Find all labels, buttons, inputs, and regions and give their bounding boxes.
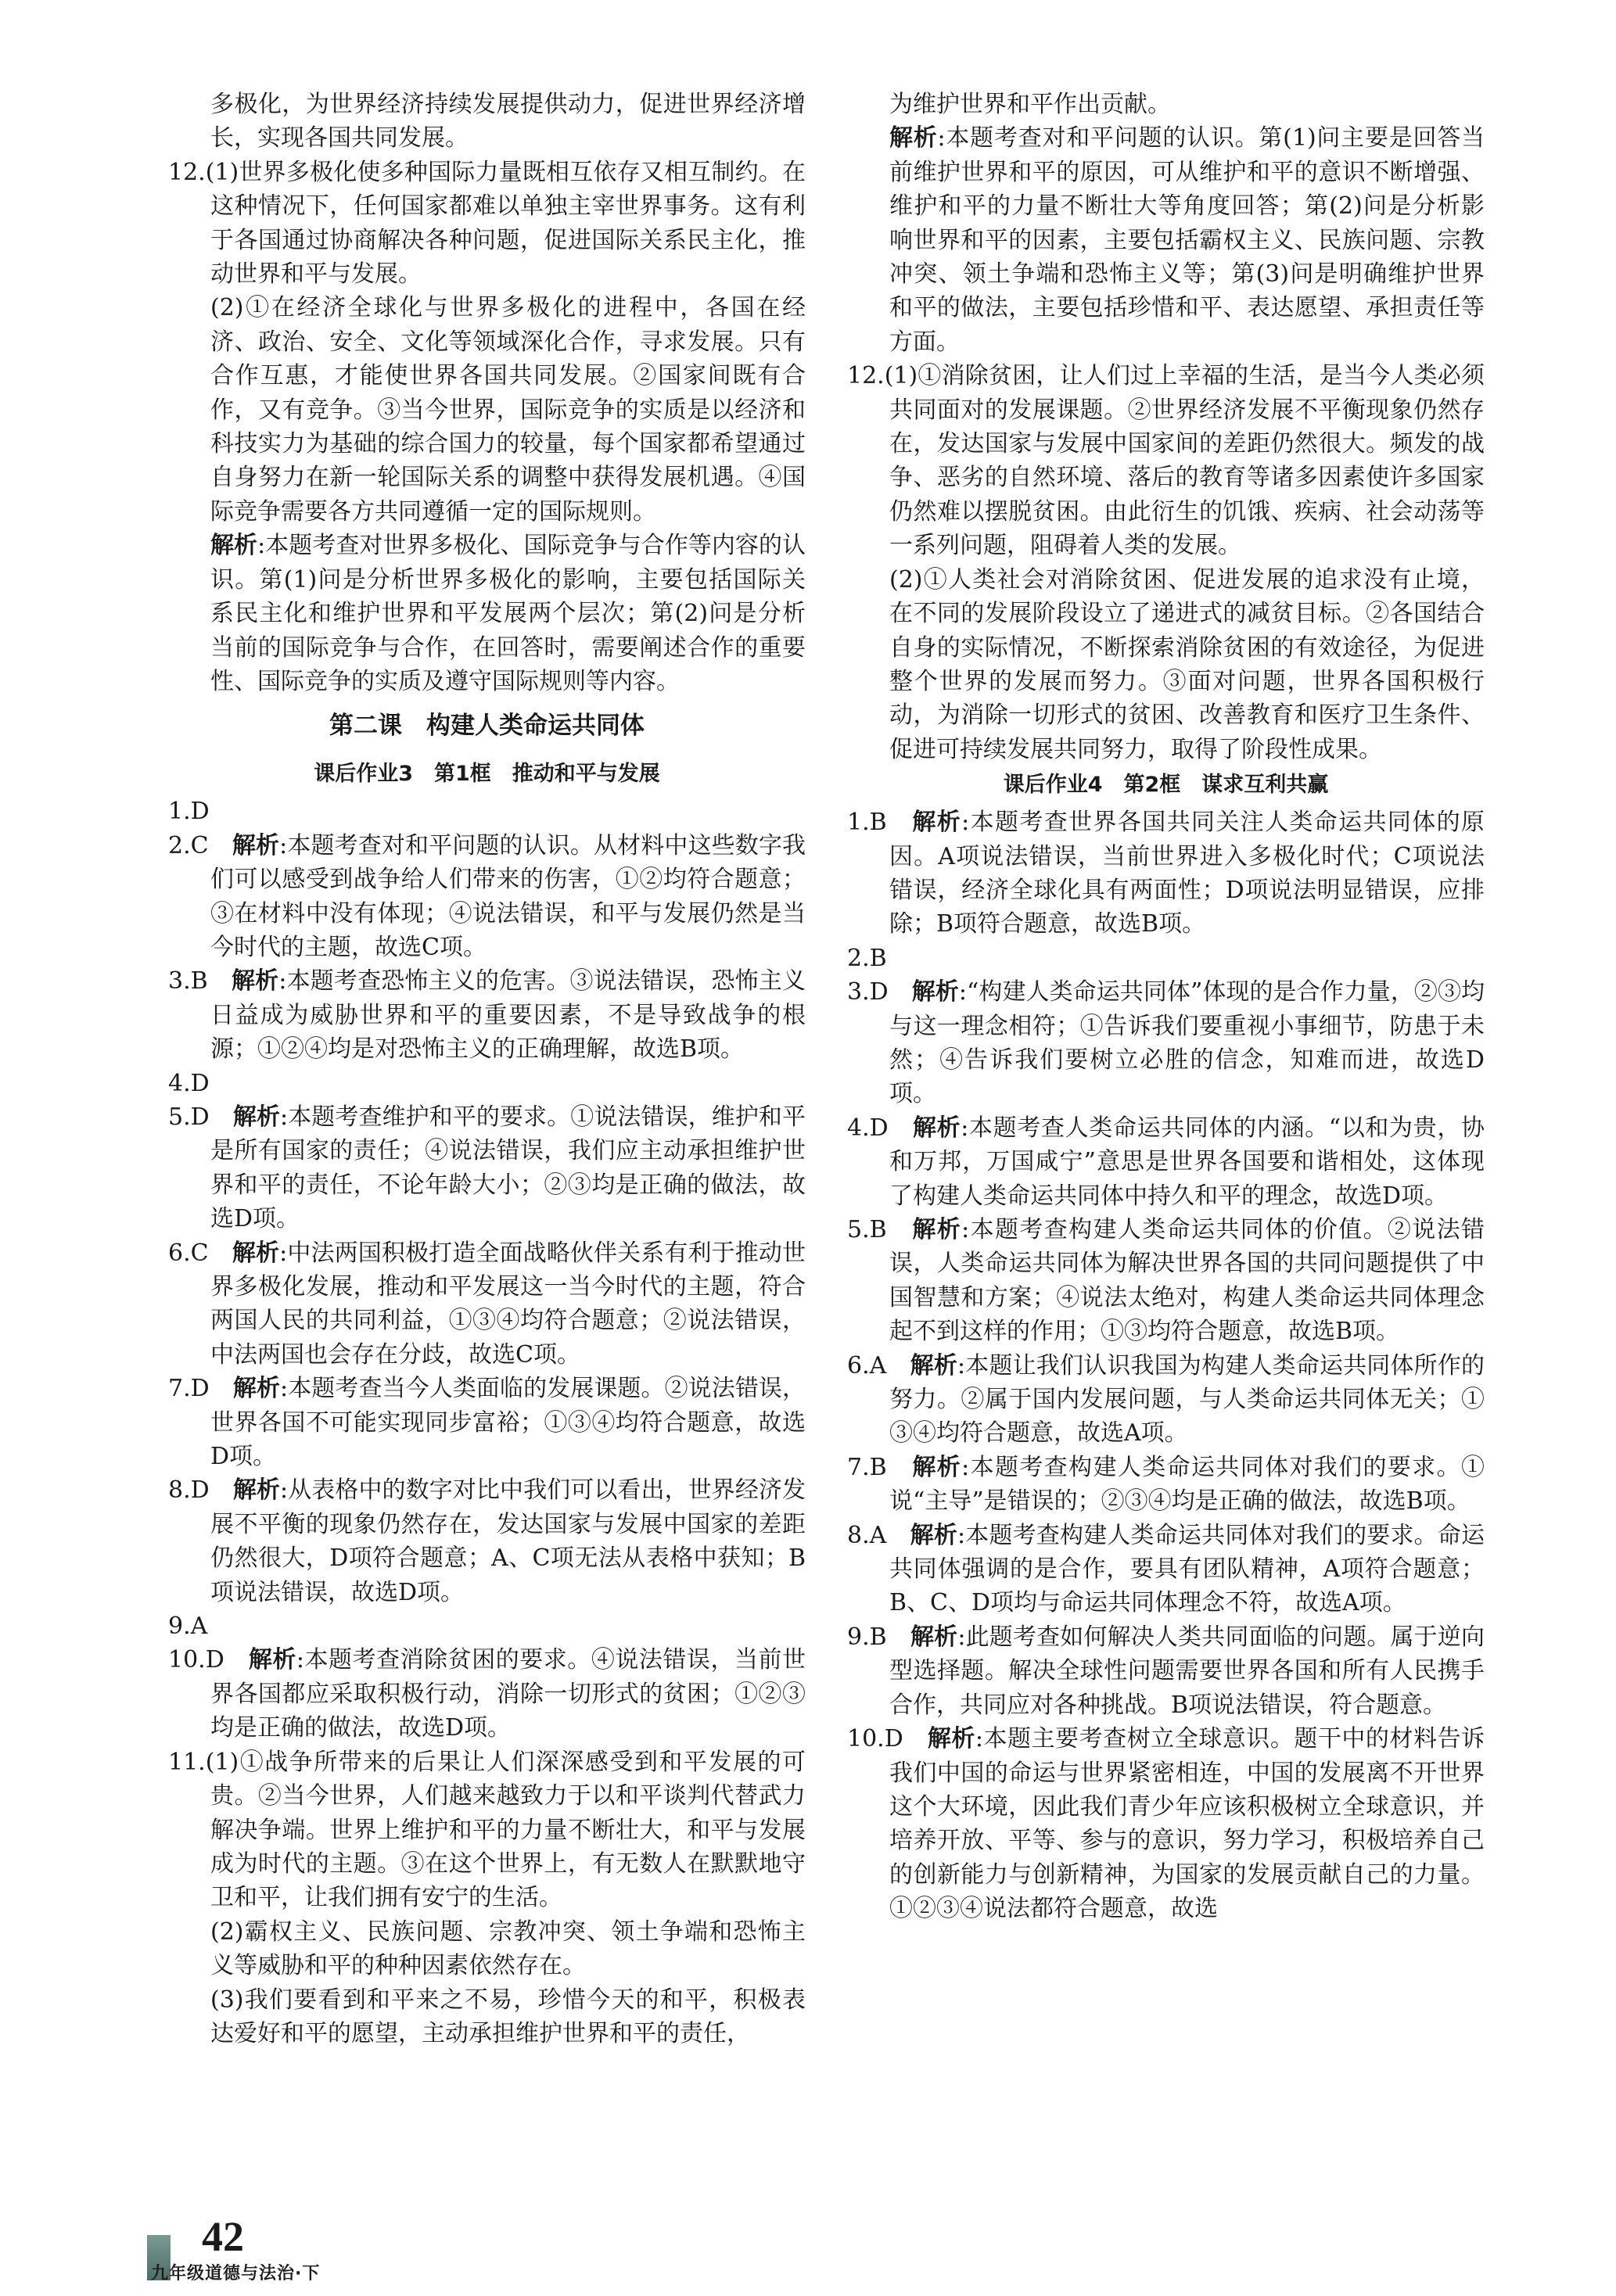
homework-3-answers: [168, 795, 806, 1745]
explanation-text: :本题考查构建人类命运共同体对我们的要求。命运共同体强调的是合作，要具有团队精神，A项符合题意；B、C、D项均与命运共同体理念不符，故选A项。: [889, 1521, 1485, 1617]
answer-item: [847, 1213, 1485, 1349]
answer-number: 2.C: [168, 831, 232, 859]
explanation-label: 解析: [232, 1375, 281, 1403]
answer-11-explanation: 解析:本题考查对和平问题的认识。第(1)问主要是回答当前维护世界和平的原因，可从维护和平的意识不断增强、维护和平的力量不断壮大等角度回答；第(2)问是分析影响世界和平的因素，主要包括霸权主义、民族问题、宗教冲突、领土争端和恐怖主义等；第(3)问是明确维护世界和平的做法，主要包括珍惜和平、表达愿望、承担责任等方面。: [889, 124, 1485, 356]
left-column: [168, 88, 806, 2050]
explanation-text: :本题考查当今人类面临的发展课题。②说法错误，世界各国不可能实现同步富裕；①③④均符合题意，故选D项。: [210, 1375, 806, 1471]
answer-12-part1: 12.(1)①消除贫困，让人们过上幸福的生活，是当今人类必须共同面对的发展课题。②世界经济发展不平衡现象仍然存在，发达国家与发展中国家间的差距仍然很大。频发的战争、恶劣的自然环境、落后的教育等诸多因素使许多国家仍然难以摆脱贫困。由此衍生的饥饿、疾病、社会动荡等一系列问题，阻碍着人类的发展。: [847, 362, 1485, 560]
explanation-text: :此题考查如何解决人类共同面临的问题。属于逆向型选择题。解决全球性问题需要世界各国和所有人民携手合作，共同应对各种挑战。B项说法错误，符合题意。: [889, 1623, 1485, 1719]
answer-item: [847, 805, 1485, 942]
answer-number: 1.B: [847, 809, 913, 837]
explanation-label: 解析: [910, 1623, 958, 1651]
answer-11-part1: 11.(1)①战争所带来的后果让人们深深感受到和平发展的可贵。②当今世界，人们越来越致力于以和平谈判代替武力解决争端。世界上维护和平的力量不断壮大，和平与发展成为时代的主题。③在这个世界上，有无数人在默默地守卫和平，让我们拥有安宁的生活。: [168, 1748, 806, 1912]
explanation-label: 解析: [912, 809, 962, 837]
page-number: 42: [202, 2213, 244, 2260]
answer-number: 6.C: [168, 1239, 232, 1267]
answer-number: 8.A: [847, 1521, 910, 1549]
answer-number: 2.B: [847, 944, 887, 972]
explanation-label: 解析: [912, 1114, 961, 1142]
explanation-text: :本题考查构建人类命运共同体对我们的要求。①说“主导”是错误的；②③④均是正确的做法，故选B项。: [889, 1453, 1485, 1516]
grade-label: 九年级道德与法治·下: [151, 2264, 321, 2283]
explanation-label: 解析: [910, 1521, 958, 1549]
homework-3-heading: 课后作业3 第1框 推动和平与发展: [314, 762, 660, 787]
answer-12-explanation: 解析:本题考查对世界多极化、国际竞争与合作等内容的认识。第(1)问是分析世界多极化的影响，主要包括国际关系民主化和维护世界和平发展两个层次；第(2)问是分析当前的国际竞争与合作，在回答时，需要阐述合作的重要性、国际竞争的实质及遵守国际规则等内容。: [210, 532, 806, 695]
explanation-text: :本题考查恐怖主义的危害。③说法错误，恐怖主义日益成为威胁世界和平的重要因素，不是导致战争的根源；①②④均是对恐怖主义的正确理解，故选B项。: [210, 967, 806, 1064]
answer-number: 4.D: [847, 1114, 913, 1142]
explanation-text: :本题考查消除贫困的要求。④说法错误，当前世界各国都应采取积极行动，消除一切形式的贫困；①②③均是正确的做法，故选D项。: [210, 1646, 806, 1742]
explanation-label: 解析: [232, 1476, 281, 1505]
answer-item: [168, 1643, 806, 1745]
answer-item: [847, 942, 1485, 975]
explanation-text: :“构建人类命运共同体”体现的是合作力量，②③均与这一理念相符；①告诉我们要重视小事细节，防患于未然；④告诉我们要树立必胜的信念，知难而进，故选D项。: [889, 978, 1485, 1108]
answer-item: [168, 1067, 806, 1100]
explanation-text: :从表格中的数字对比中我们可以看出，世界经济发展不平衡的现象仍然存在，发达国家与发展中国家的差距仍然很大，D项符合题意；A、C项无法从表格中获知；B项说法错误，故选D项。: [210, 1476, 806, 1606]
answer-item: [847, 1620, 1485, 1722]
explanation-label: 解析: [911, 978, 959, 1006]
answer-item: [847, 1349, 1485, 1451]
homework-4-answers: [847, 805, 1485, 1925]
explanation-text: :本题考查维护和平的要求。①说法错误，维护和平是所有国家的责任；④说法错误，我们应主动承担维护世界和平的责任，不论年龄大小；②③均是正确的做法，故选D项。: [210, 1103, 806, 1233]
explanation-text: :本题考查世界各国共同关注人类命运共同体的原因。A项说法错误，当前世界进入多极化时代；C项说法错误，经济全球化具有两面性；D项说法明显错误，应排除；B项符合题意，故选B项。: [889, 809, 1485, 938]
explanation-text: :本题考查人类命运共同体的内涵。“以和为贵，协和万邦，万国咸宁”意思是世界各国要和谐相处，这体现了构建人类命运共同体中持久和平的理念，故选D项。: [889, 1114, 1485, 1210]
answer-number: 4.D: [168, 1069, 210, 1097]
answer-number: 10.D: [168, 1646, 249, 1674]
answer-item: [168, 1473, 806, 1609]
explanation-text: :本题让我们认识我国为构建人类命运共同体所作的努力。②属于国内发展问题，与人类命运共同体无关；①③④均符合题意，故选A项。: [889, 1351, 1485, 1448]
explanation-label: 解析: [232, 1239, 280, 1267]
answer-number: 10.D: [847, 1725, 928, 1753]
explanation-label: 解析: [232, 1103, 281, 1131]
homework-4-heading: 课后作业4 第2框 谋求互利共赢: [1003, 773, 1329, 798]
answer-item: [847, 1722, 1485, 1925]
answer-number: 3.D: [847, 978, 912, 1006]
answer-item: [847, 975, 1485, 1111]
answer-number: 7.B: [847, 1453, 913, 1481]
answer-12-part2: (2)①人类社会对消除贫困、促进发展的追求没有止境，在不同的发展阶段设立了递进式的减贫目标。②各国结合自身的实际情况，不断探索消除贫困的有效途径，为促进整个世界的发展而努力。③面对问题，世界各国积极行动，为消除一切形式的贫困、改善教育和医疗卫生条件、促进可持续发展共同努力，取得了阶段性成果。: [889, 565, 1485, 763]
answer-item: [168, 1372, 806, 1473]
answer-item: [168, 1236, 806, 1372]
answer-11-part3: (3)我们要看到和平来之不易，珍惜今天的和平，积极表达爱好和平的愿望，主动承担维护世界和平的责任，: [210, 1986, 806, 2047]
answer-item: [168, 964, 806, 1066]
explanation-text: :本题考查对和平问题的认识。从材料中这些数字我们可以感受到战争给人们带来的伤害，①②均符合题意；③在材料中没有体现；④说法错误，和平与发展仍然是当今时代的主题，故选C项。: [210, 831, 806, 961]
answer-number: 5.B: [847, 1216, 913, 1243]
answer-item: [847, 1111, 1485, 1213]
explanation-label: 解析: [248, 1646, 296, 1674]
answer-item: [847, 1451, 1485, 1519]
answer-number: 5.D: [168, 1103, 233, 1131]
answer-number: 9.A: [168, 1613, 208, 1641]
explanation-label: 解析: [232, 831, 280, 859]
answer-12-part2: (2)①在经济全球化与世界多极化的进程中，各国在经济、政治、安全、文化等领域深化合作，寻求发展。只有合作互惠，才能使世界各国共同发展。②国家间既有合作，又有竞争。③当今世界，国际竞争的实质是以经济和科技实力为基础的综合国力的较量，每个国家都希望通过自身努力在新一轮国际关系的调整中获得发展机遇。④国际竞争需要各方共同遵循一定的国际规则。: [210, 294, 806, 526]
answer-12-part1: 12.(1)世界多极化使多种国际力量既相互依存又相互制约。在这种情况下，任何国家都难以单独主宰世界事务。这有利于各国通过协商解决各种问题，促进国际关系民主化，推动世界和平与发展。: [168, 158, 806, 289]
answer-11-part2: (2)霸权主义、民族问题、宗教冲突、领土争端和恐怖主义等威胁和平的种种因素依然存在。: [210, 1918, 806, 1980]
answer-number: 6.A: [847, 1351, 910, 1379]
explanation-label: 解析: [912, 1216, 962, 1243]
answer-item: [168, 1100, 806, 1236]
answer-item: [168, 795, 806, 828]
answer-number: 1.D: [168, 798, 210, 826]
explanation-text: :中法两国积极打造全面战略伙伴关系有利于推动世界多极化发展，推动和平发展这一当今时代的主题，符合两国人民的共同利益，①③④均符合题意；②说法错误，中法两国也会存在分歧，故选C项。: [210, 1239, 806, 1369]
lesson-heading: 第二课 构建人类命运共同体: [329, 712, 645, 741]
explanation-label: 解析: [910, 1351, 958, 1379]
answer-item: [847, 1519, 1485, 1620]
answer-number: 7.D: [168, 1375, 233, 1403]
answer-item: [168, 1609, 806, 1643]
paragraph: 为维护世界和平作出贡献。: [889, 91, 1171, 118]
answer-number: 3.B: [168, 967, 232, 996]
explanation-label: 解析: [927, 1725, 975, 1753]
explanation-text: :本题主要考查树立全球意识。题干中的材料告诉我们中国的命运与世界紧密相连，中国的发展离不开世界这个大环境，因此我们青少年应该积极树立全球意识，并培养开放、平等、参与的意识，努力学习，积极培养自己的创新能力与创新精神，为国家的发展贡献自己的力量。①②③④说法都符合题意，故选: [889, 1725, 1485, 1923]
right-column: [847, 88, 1485, 1926]
answer-number: 8.D: [168, 1476, 233, 1505]
explanation-label: 解析: [912, 1453, 962, 1481]
explanation-label: 解析: [232, 967, 279, 996]
paragraph: 多极化，为世界经济持续发展提供动力，促进世界经济增长，实现各国共同发展。: [210, 91, 806, 152]
explanation-text: :本题考查构建人类命运共同体的价值。②说法错误，人类命运共同体为解决世界各国的共同问题提供了中国智慧和方案；④说法太绝对，构建人类命运共同体理念起不到这样的作用；①③均符合题意，故选B项。: [889, 1216, 1485, 1346]
answer-number: 9.B: [847, 1623, 910, 1651]
answer-item: [168, 829, 806, 965]
